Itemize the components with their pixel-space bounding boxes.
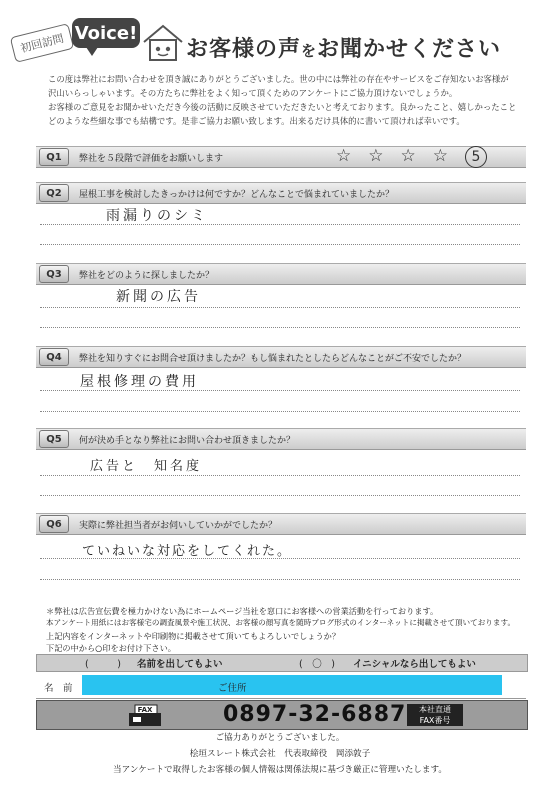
fax-icon-label: FAX xyxy=(137,706,153,714)
note-line: 下記の中から○印をお付け下さい。 xyxy=(46,643,176,654)
answer-line xyxy=(40,224,520,225)
answer-line xyxy=(40,390,520,391)
question-number: Q5 xyxy=(39,430,69,448)
address-label: ご住所 xyxy=(218,683,247,694)
thanks-text: ご協力ありがとうございました。 xyxy=(215,733,345,743)
question-bar-q6 xyxy=(36,513,526,535)
page-title xyxy=(186,32,501,63)
fax-number[interactable]: 0897-32-6887 xyxy=(223,702,407,727)
initial-consent-label: イニシャルなら出してもよい xyxy=(353,659,476,670)
question-number: Q6 xyxy=(39,515,69,533)
fax-contact-bar xyxy=(36,700,528,730)
consent-options-bar xyxy=(36,654,528,672)
fax-direct-label xyxy=(407,704,463,726)
name-consent-paren[interactable]: ( ) xyxy=(85,659,121,670)
answer-q5[interactable]: 広告と 知名度 xyxy=(90,459,203,474)
intro-line: どのような些細な事でも結構です。是非ご協力お願い致します。出来るだけ具体的に書いて頂ければ幸いです。 xyxy=(48,116,465,126)
first-visit-badge: 初回訪問 xyxy=(10,23,75,63)
answer-q3[interactable]: 新聞の広告 xyxy=(116,289,201,305)
question-number: Q2 xyxy=(39,184,69,202)
question-number: Q3 xyxy=(39,265,69,283)
note-line: ＊弊社は広告宣伝費を極力かけない為にホームページ当社を窓口にお客様への営業活動を行っております。 xyxy=(46,606,439,616)
privacy-notice: 当アンケートで取得したお客様の個人情報は関係法規に基づき厳正に管理いたします。 xyxy=(113,765,447,775)
question-number: Q4 xyxy=(39,348,69,366)
question-text: 屋根工事を検討したきっかけは何ですか？どんなことで悩まれていましたか？ xyxy=(79,189,395,200)
name-label: 名 前 xyxy=(44,683,73,694)
answer-line xyxy=(40,411,520,412)
question-text: 弊社を５段階で評価をお願いします xyxy=(79,153,224,164)
customer-info-row xyxy=(36,674,526,699)
answer-q2[interactable]: 雨漏りのシミ xyxy=(106,208,208,224)
title-particle: を xyxy=(301,42,318,60)
question-text: 弊社を知りすぐにお問合せ頂けましたか？もし悩まれたとしたらどんなことがご不安でしたか？ xyxy=(79,353,467,364)
star-icon[interactable]: ☆ xyxy=(400,146,416,166)
intro-line: 沢山いらっしゃいます。その方たちに弊社をよく知って頂くためのアンケートにご協力頂けないでしょうか。 xyxy=(48,88,458,98)
fax-machine-icon xyxy=(125,703,165,727)
star-icon[interactable]: ☆ xyxy=(432,146,448,166)
question-bar-q3 xyxy=(36,263,526,285)
rating-stars xyxy=(336,146,487,168)
answer-q6[interactable]: ていねいな対応をしてくれた。 xyxy=(82,544,293,559)
intro-paragraph xyxy=(48,72,518,128)
fax-label-line2: FAX番号 xyxy=(419,716,451,725)
answer-line xyxy=(40,244,520,245)
question-bar-q2 xyxy=(36,182,526,204)
question-text: 何が決め手となり弊社にお問い合わせ頂きましたか？ xyxy=(79,435,296,446)
consent-notes xyxy=(46,605,526,655)
intro-line: この度は弊社にお問い合わせを頂き誠にありがとうございました。世の中には弊社の存在やサービスをご存知ないお客様が xyxy=(48,74,509,84)
answer-line xyxy=(40,579,520,580)
question-bar-q4 xyxy=(36,346,526,368)
answer-line xyxy=(40,558,520,559)
answer-q4[interactable]: 屋根修理の費用 xyxy=(80,374,199,390)
house-icon xyxy=(140,22,186,62)
title-prefix: お客様の声 xyxy=(186,37,302,62)
company-signature: 桧垣スレート株式会社 代表取締役 岡添敦子 xyxy=(189,749,371,759)
note-line: 本アンケート用紙にはお客様宅の調査風景や施工状況、お客様の顔写真を随時ブログ形式のインターネットに掲載させて頂いております。 xyxy=(46,618,516,628)
star-icon[interactable]: ☆ xyxy=(368,146,384,166)
fax-label-line1: 本社直通 xyxy=(419,705,451,714)
answer-line xyxy=(40,495,520,496)
answer-line xyxy=(40,327,520,328)
voice-speech-bubble: Voice! xyxy=(72,18,140,48)
question-bar-q5 xyxy=(36,428,526,450)
answer-line xyxy=(40,475,520,476)
question-number: Q1 xyxy=(39,148,69,166)
intro-line: お客様のご意見をお聞かせいただき今後の活動に反映させていただきたいと考えております。良かったこと、嬉しかったこと xyxy=(48,102,517,112)
name-consent-label: 名前を出してもよい xyxy=(137,659,223,670)
question-text: 弊社をどのように探しましたか？ xyxy=(79,270,215,281)
question-text: 実際に弊社担当者がお伺いしていかがでしたか？ xyxy=(79,520,278,531)
initial-consent-paren[interactable]: ( 〇 ) xyxy=(299,659,335,670)
selected-star-icon[interactable]: 5 xyxy=(465,146,487,168)
title-suffix: お聞かせください xyxy=(317,37,502,62)
answer-line xyxy=(40,307,520,308)
address-redaction xyxy=(254,675,502,695)
note-line: 上記内容をインターネットや印刷物に掲載させて頂いてもよろしいでしょうか？ xyxy=(46,630,341,641)
star-icon[interactable]: ☆ xyxy=(336,146,352,166)
